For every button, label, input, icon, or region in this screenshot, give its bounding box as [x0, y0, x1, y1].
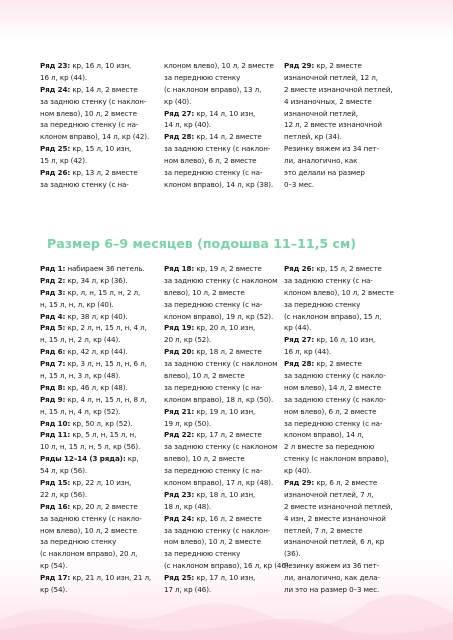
text-line: [40, 382, 160, 394]
text-line: [164, 584, 284, 596]
row-text: кр, 50 л, кр (52).: [70, 418, 133, 428]
row-text: кр, 2 л, н, 15 л, н, 4 л,: [65, 323, 147, 333]
text-line: [40, 167, 160, 179]
row-text: за заднюю стенку (с наклон-: [40, 96, 147, 106]
text-line: [164, 299, 284, 311]
row-text: набираем 36 петель.: [65, 264, 145, 273]
row-text: изнаночной петлей,: [284, 108, 358, 118]
text-line: [164, 346, 284, 358]
row-text: изнаночной петлей, 12 л,: [284, 72, 378, 82]
text-line: [284, 72, 404, 84]
row-text: ли это на размер 0–3 мес.: [284, 585, 380, 595]
row-label: Ряд 19:: [164, 323, 195, 333]
row-label: Ряд 20:: [164, 347, 195, 357]
text-line: [40, 299, 160, 311]
row-text: за заднюю стенку (с накло-: [40, 513, 142, 523]
row-text: кр, 20 л, 2 вместе: [70, 501, 138, 511]
text-line: [284, 501, 404, 513]
row-text: кр, 16 л, 10 изн,: [70, 61, 132, 70]
text-line: [284, 382, 404, 394]
row-label: Ряд 7:: [40, 359, 66, 369]
row-label: Ряд 27:: [164, 108, 195, 118]
row-text: за заднюю стенку (с наклон-: [164, 525, 271, 535]
row-text: за переднюю стенку (с на-: [164, 466, 263, 476]
text-line: [164, 143, 284, 155]
text-line: [164, 501, 284, 513]
row-label: Ряд 3:: [40, 287, 66, 297]
text-line: [284, 287, 404, 299]
text-line: [40, 143, 160, 155]
text-line: [164, 477, 284, 489]
text-line: [284, 96, 404, 108]
text-line: [164, 465, 284, 477]
text-line: [284, 548, 404, 560]
text-line: [164, 84, 284, 96]
row-label: Ряд 4:: [40, 311, 66, 321]
text-line: [40, 441, 160, 453]
row-text: 2 л вместе за переднюю: [284, 442, 375, 452]
text-line: [40, 108, 160, 120]
row-label: Ряд 21:: [164, 406, 195, 416]
text-line: [284, 119, 404, 131]
row-text: 16 л, кр (44).: [40, 72, 88, 82]
row-text: за переднюю стенку (с на-: [164, 382, 263, 392]
text-line: [40, 560, 160, 572]
row-text: кр, 34 л, кр (36).: [65, 275, 128, 285]
row-text: кр, 4 л, н, 15 л, н, 8 л,: [65, 394, 147, 404]
text-line: [164, 60, 284, 72]
row-text: 16 л, кр (44).: [284, 347, 332, 357]
row-text: клоном вправо), 19 л, кр (52).: [164, 311, 274, 321]
bottom-column-1: [40, 263, 160, 596]
text-line: [40, 429, 160, 441]
row-text: за заднюю стенку (с накло-: [284, 394, 386, 404]
row-text: влево), 10 л, 2 вместе: [164, 454, 245, 464]
row-text: 10 л, н, 15 л, н, 5 л, кр (56).: [40, 442, 141, 452]
row-text: изнаночной петлей, 7 л,: [284, 489, 374, 499]
top-column-1: [40, 60, 160, 191]
row-label: Ряд 28:: [164, 132, 195, 142]
text-line: [284, 465, 404, 477]
row-text: (36).: [284, 549, 301, 559]
row-text: это делали на размер: [284, 168, 365, 178]
row-text: за заднюю стенку (с на-: [40, 179, 129, 189]
row-text: 14 л, кр (40).: [164, 120, 212, 130]
row-text: н, 15 л, н, 2 л, кр (44).: [40, 335, 121, 345]
text-line: [284, 584, 404, 596]
row-text: ном влево), 6 л, 2 вместе: [284, 406, 377, 416]
row-text: Резинку вяжем из 34 пет-: [284, 144, 380, 154]
text-line: [40, 513, 160, 525]
row-text: клоном вправо), 14 л,: [284, 430, 364, 440]
text-line: [40, 489, 160, 501]
row-text: кр (44).: [284, 323, 312, 333]
row-text: ном влево), 6 л, 2 вместе: [164, 156, 257, 166]
text-line: [164, 96, 284, 108]
text-line: [40, 477, 160, 489]
row-text: кр, 18 л, 10 изн,: [194, 489, 256, 499]
text-line: [164, 311, 284, 323]
row-text: кр, 14 л, 10 изн,: [194, 108, 256, 118]
text-line: [40, 536, 160, 548]
row-text: кр, 16 л, 10 изн,: [314, 335, 376, 345]
text-line: [284, 60, 404, 72]
text-line: [284, 311, 404, 323]
row-text: (с наклоном вправо), 16 л, кр (46).: [164, 561, 291, 571]
text-line: [40, 84, 160, 96]
row-label: Ряд 24:: [164, 513, 195, 523]
text-line: [284, 299, 404, 311]
text-line: [284, 322, 404, 334]
text-line: [164, 72, 284, 84]
text-line: [284, 108, 404, 120]
row-text: клоном вправо), 17 л, кр (48).: [164, 478, 274, 488]
row-text: кр (40).: [164, 96, 192, 106]
text-line: [40, 418, 160, 430]
row-text: за переднюю стенку: [164, 549, 241, 559]
text-line: [164, 167, 284, 179]
row-label: Ряд 1:: [40, 264, 66, 273]
text-line: [164, 560, 291, 572]
row-text: кр (40).: [284, 466, 312, 476]
row-text: петлей, 7 л, 2 вместе: [284, 525, 363, 535]
row-text: Резинку вяжем из 36 пет-: [284, 561, 380, 571]
row-text: кр,: [125, 454, 139, 464]
row-text: влево), 10 л, 2 вместе: [164, 287, 245, 297]
row-text: за переднюю стенку (с на-: [164, 299, 263, 309]
row-text: кр, 5 л, н, 15 л, н,: [70, 430, 137, 440]
row-label: Ряд 27:: [284, 335, 315, 345]
text-line: [164, 322, 284, 334]
row-text: (с наклоном вправо), 20 л,: [40, 549, 138, 559]
text-line: [164, 406, 284, 418]
text-line: [164, 548, 284, 560]
row-text: за заднюю стенку (с накло-: [284, 371, 386, 381]
row-text: ном влево), 10 л, 2 вместе: [40, 525, 137, 535]
row-text: кр, 15 л, 2 вместе: [314, 264, 382, 273]
row-text: н, 15 л, н, 4 л, кр (52).: [40, 406, 121, 416]
row-label: Ряд 29:: [284, 61, 315, 70]
row-text: влево), 10 л, 2 вместе: [164, 371, 245, 381]
row-text: н, 15 л, н, 3 л, кр (48).: [40, 371, 121, 381]
text-line: [164, 513, 284, 525]
row-text: 54 л, кр (56).: [40, 466, 88, 476]
row-text: 22 л, кр (56).: [40, 489, 88, 499]
row-label: Ряд 29:: [284, 478, 315, 488]
row-text: клоном вправо), 14 л, кр (42).: [40, 132, 150, 142]
text-line: [40, 548, 160, 560]
row-text: клоном вправо), 14 л, кр (38).: [164, 179, 274, 189]
text-line: [40, 453, 160, 465]
row-text: ли, аналогично, как дела-: [284, 573, 380, 583]
row-text: ном влево), 10 л, 2 вместе: [164, 537, 261, 547]
row-text: за переднюю стенку (с на-: [164, 168, 263, 178]
row-text: кр, 19 л, 2 вместе: [194, 264, 262, 273]
row-text: 20 л, кр (52).: [164, 335, 212, 345]
text-line: [284, 358, 404, 370]
top-column-2: [164, 60, 284, 191]
text-line: [284, 418, 404, 430]
row-text: н, 15 л, н, л, кр (40).: [40, 299, 114, 309]
text-line: [164, 536, 284, 548]
row-text: кр, 14 л, 2 вместе: [70, 84, 138, 94]
row-text: за заднюю стенку (с наклон-: [164, 144, 271, 154]
text-line: [40, 346, 160, 358]
row-text: кр, 14 л, 2 вместе: [194, 132, 262, 142]
row-text: кр, 2 вместе: [314, 61, 362, 70]
text-line: [164, 572, 284, 584]
text-line: [40, 501, 160, 513]
text-line: [164, 131, 284, 143]
text-line: [164, 418, 284, 430]
row-text: кр (54).: [40, 585, 68, 595]
row-text: 18 л, кр (48).: [164, 501, 212, 511]
text-line: [40, 334, 160, 346]
text-line: [40, 358, 160, 370]
row-text: кр, 16 л, 2 вместе: [194, 513, 262, 523]
text-line: [284, 536, 404, 548]
text-line: [40, 584, 160, 596]
row-text: 19 л, кр (50).: [164, 418, 212, 428]
text-line: [40, 322, 160, 334]
row-text: за заднюю стенку (с наклоном: [164, 442, 278, 452]
row-label: Ряд 8:: [40, 382, 66, 392]
row-text: за переднюю стенку (с на-: [284, 418, 383, 428]
row-text: за заднюю стенку (с на-: [284, 275, 373, 285]
text-line: [284, 263, 404, 275]
row-text: 4 изн, 2 вместе изнаночной: [284, 513, 386, 523]
row-text: ном влево), 14 л, 2 вместе: [284, 382, 381, 392]
row-text: 4 изнаночных, 2 вместе: [284, 96, 372, 106]
row-text: стенку (с наклоном вправо),: [284, 454, 389, 464]
text-line: [40, 275, 160, 287]
row-text: кр, 18 л, 2 вместе: [194, 347, 262, 357]
text-line: [164, 441, 284, 453]
row-label: Ряд 22:: [164, 430, 195, 440]
text-line: [284, 275, 404, 287]
row-label: Ряд 9:: [40, 394, 66, 404]
text-line: [284, 513, 404, 525]
top-column-3: [284, 60, 404, 191]
row-text: за переднюю стенку: [164, 72, 241, 82]
text-line: [164, 108, 284, 120]
text-line: [284, 453, 404, 465]
text-line: [164, 334, 284, 346]
row-text: 2 вместе изнаночной петлей,: [284, 84, 393, 94]
row-text: кр, 17 л, 10 изн,: [194, 573, 256, 583]
row-text: кр, 2 вместе: [314, 359, 362, 369]
row-text: кр, 15 л, 10 изн,: [70, 144, 132, 154]
bottom-column-2: [164, 263, 291, 596]
text-line: [164, 382, 284, 394]
row-text: ном влево), 10 л, 2 вместе: [40, 108, 137, 118]
text-line: [40, 131, 160, 143]
text-line: [284, 143, 404, 155]
text-line: [164, 358, 284, 370]
row-text: (с наклоном вправо), 13 л,: [164, 84, 262, 94]
text-line: [284, 525, 404, 537]
row-label: Ряд 25:: [40, 144, 71, 154]
row-text: кр, 3 л, н, 15 л, н, 6 л,: [65, 359, 147, 369]
text-line: [40, 465, 160, 477]
text-line: [40, 60, 160, 72]
row-text: кр, 42 л, кр (44).: [65, 347, 128, 357]
row-text: кр, 21 л, 10 изн, 21 л,: [70, 573, 152, 583]
row-label: Ряд 17:: [40, 573, 71, 583]
text-line: [284, 429, 404, 441]
row-text: (с наклоном вправо), 15 л,: [284, 311, 382, 321]
text-line: [164, 275, 284, 287]
text-line: [284, 179, 404, 191]
row-label: Ряд 6:: [40, 347, 66, 357]
text-line: [40, 406, 160, 418]
row-label: Ряд 24:: [40, 84, 71, 94]
text-line: [284, 155, 404, 167]
text-line: [284, 572, 404, 584]
row-label: Ряд 16:: [40, 501, 71, 511]
text-line: [284, 167, 404, 179]
text-line: [40, 179, 160, 191]
row-text: кр, 19 л, 10 изн,: [194, 406, 256, 416]
text-line: [40, 311, 160, 323]
row-text: кр, л, н, 15 л, н, 2 л,: [65, 287, 141, 297]
text-line: [284, 370, 404, 382]
text-line: [284, 334, 404, 346]
text-line: [40, 72, 160, 84]
row-label: Ряд 15:: [40, 478, 71, 488]
row-text: за переднюю стенку: [40, 537, 117, 547]
text-line: [40, 525, 160, 537]
text-line: [284, 477, 404, 489]
text-line: [40, 119, 160, 131]
row-text: петлей, кр (34).: [284, 132, 342, 142]
row-text: ли, аналогично, как: [284, 156, 358, 166]
section-heading: Размер 6–9 месяцев (подошва 11–11,5 см): [47, 236, 357, 251]
row-label: Ряд 25:: [164, 573, 195, 583]
text-line: [164, 179, 284, 191]
row-text: за переднюю стенку (с на-: [40, 120, 139, 130]
text-line: [284, 406, 404, 418]
text-line: [40, 287, 160, 299]
row-text: изнаночной петлей, 6 л, кр: [284, 537, 385, 547]
text-line: [284, 560, 404, 572]
row-label: Ряд 26:: [284, 264, 315, 273]
row-text: клоном вправо), 18 л, кр (50).: [164, 394, 274, 404]
text-line: [40, 155, 160, 167]
text-line: [40, 394, 160, 406]
row-text: кр, 46 л, кр (48).: [65, 382, 128, 392]
text-line: [164, 453, 284, 465]
text-line: [164, 370, 284, 382]
row-text: кр, 38 л, кр (40).: [65, 311, 128, 321]
row-text: за заднюю стенку (с наклоном: [164, 275, 278, 285]
row-label: Ряд 5:: [40, 323, 66, 333]
row-text: кр, 22 л, 10 изн,: [70, 478, 132, 488]
text-line: [164, 287, 284, 299]
row-label: Ряды 12–14 (3 ряда):: [40, 454, 126, 464]
row-text: 0–3 мес.: [284, 179, 315, 189]
text-line: [164, 119, 284, 131]
row-label: Ряд 11:: [40, 430, 71, 440]
row-text: за заднюю стенку (с наклоном: [164, 359, 278, 369]
text-line: [284, 394, 404, 406]
text-line: [284, 131, 404, 143]
row-text: 15 л, кр (42).: [40, 156, 88, 166]
text-line: [40, 263, 160, 275]
text-line: [164, 429, 284, 441]
text-line: [164, 155, 284, 167]
text-line: [164, 525, 284, 537]
row-text: кр, 20 л, 10 изн,: [194, 323, 256, 333]
row-label: Ряд 2:: [40, 275, 66, 285]
row-label: Ряд 28:: [284, 359, 315, 369]
text-line: [40, 370, 160, 382]
row-label: Ряд 26:: [40, 168, 71, 178]
row-text: клоном влево), 10 л, 2 вместе: [164, 61, 274, 70]
text-line: [284, 489, 404, 501]
row-text: за переднюю стенку: [284, 299, 361, 309]
text-line: [164, 394, 284, 406]
text-line: [164, 263, 284, 275]
text-line: [164, 489, 284, 501]
row-text: кр, 17 л, 2 вместе: [194, 430, 262, 440]
text-line: [284, 346, 404, 358]
bottom-column-3: [284, 263, 404, 596]
row-text: кр, 6 л, 2 вместе: [314, 478, 378, 488]
text-line: [40, 96, 160, 108]
row-label: Ряд 23:: [164, 489, 195, 499]
row-label: Ряд 18:: [164, 264, 195, 273]
row-text: клоном влево), 10 л, 2 вместе: [284, 287, 394, 297]
text-line: [284, 441, 404, 453]
row-text: 12 л, 2 вместе изнаночной: [284, 120, 382, 130]
text-line: [284, 84, 404, 96]
row-label: Ряд 10:: [40, 418, 71, 428]
row-label: Ряд 23:: [40, 61, 71, 70]
row-text: кр, 13 л, 2 вместе: [70, 168, 138, 178]
row-text: 2 вместе изнаночной петлей,: [284, 501, 393, 511]
row-text: 17 л, кр (46).: [164, 585, 212, 595]
text-line: [40, 572, 160, 584]
row-text: кр (54).: [40, 561, 68, 571]
